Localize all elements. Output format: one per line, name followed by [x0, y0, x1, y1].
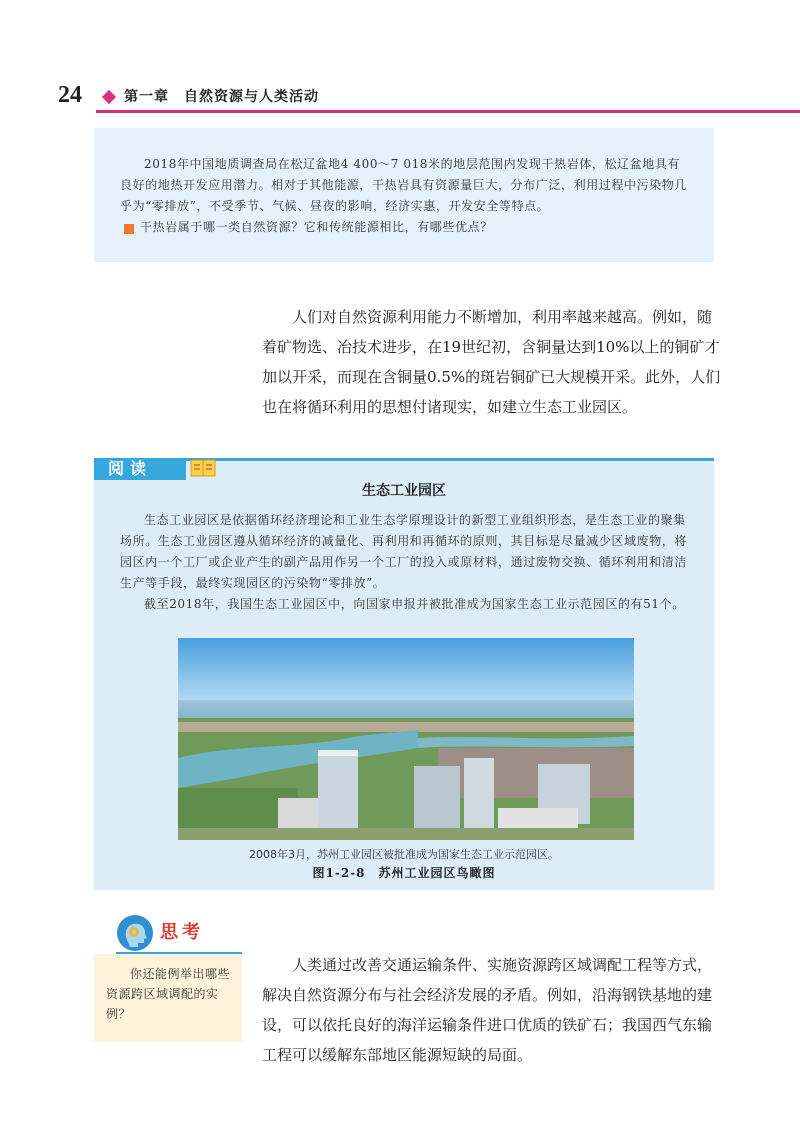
reading-tag: 阅读 — [94, 458, 186, 480]
suzhou-park-aerial-photo — [178, 638, 634, 840]
book-icon — [190, 458, 216, 478]
page-number: 24 — [58, 82, 82, 108]
thinking-head-icon — [116, 914, 154, 952]
body-paragraph-2: 人类通过改善交通运输条件、实施资源跨区域调配工程等方式，解决自然资源分布与社会经济发展的矛盾。例如，沿海钢铁基地的建设，可以依托良好的海洋运输条件进口优质的铁矿石；我国西气东输工程可以缓解东部地区能源短缺的局面。 — [262, 956, 713, 1064]
case-question: 干热岩属于哪一类自然资源？它和传统能源相比，有哪些优点？ — [140, 220, 493, 234]
page-header — [0, 82, 800, 116]
body-paragraph-1: 人们对自然资源利用能力不断增加，利用率越来越高。例如，随着矿物选、冶技术进步，在19世纪初，含铜量达到10%以上的铜矿才加以开采，而现在含铜量0.5%的斑岩铜矿已大规模开采。此外，人们也在将循环利用的思想付诸现实，如建立生态工业园区。 — [262, 308, 721, 416]
reading-body — [120, 510, 696, 615]
reading-box — [94, 458, 714, 890]
header-divider — [96, 110, 800, 113]
case-study-box — [94, 128, 714, 262]
case-study-text: 2018年中国地质调查局在松辽盆地4 400～7 018米的地层范围内发现干热岩体，松辽盆地具有良好的地热开发应用潜力。相对于其他能源，干热岩具有资源量巨大，分布广泛，利用过程中污染物几乎为“零排放”，不受季节、气候、昼夜的影响，经济实惠，开发安全等特点。 — [120, 157, 688, 213]
reading-title: 生态工业园区 — [362, 483, 446, 499]
reading-top-border — [186, 458, 714, 461]
chapter-title: 第一章 自然资源与人类活动 — [124, 89, 319, 105]
figure-title: 图1-2-8 苏州工业园区鸟瞰图 — [312, 866, 496, 880]
think-question: 你还能例举出哪些资源跨区域调配的实例？ — [106, 967, 231, 1021]
question-square-icon — [124, 224, 134, 234]
reading-paragraph-2: 截至2018年，我国生态工业园区中，向国家申报并被批准成为国家生态工业示范园区的有51个。 — [144, 597, 685, 611]
think-box — [94, 954, 242, 1042]
diamond-icon — [102, 90, 116, 104]
photo-caption: 2008年3月，苏州工业园区被批准成为国家生态工业示范园区。 — [249, 848, 559, 861]
think-label: 思考 — [160, 922, 204, 943]
reading-paragraph-1: 生态工业园区是依据循环经济理论和工业生态学原理设计的新型工业组织形态，是生态工业的聚集场所。生态工业园区遵从循环经济的减量化、再利用和再循环的原则，其目标是尽量减少区域废物，将园区内一个工厂或企业产生的副产品用作另一个工厂的投入或原材料，通过废物交换、循环利用和清洁生产等手段，最终实现园区的污染物“零排放”。 — [120, 513, 688, 590]
